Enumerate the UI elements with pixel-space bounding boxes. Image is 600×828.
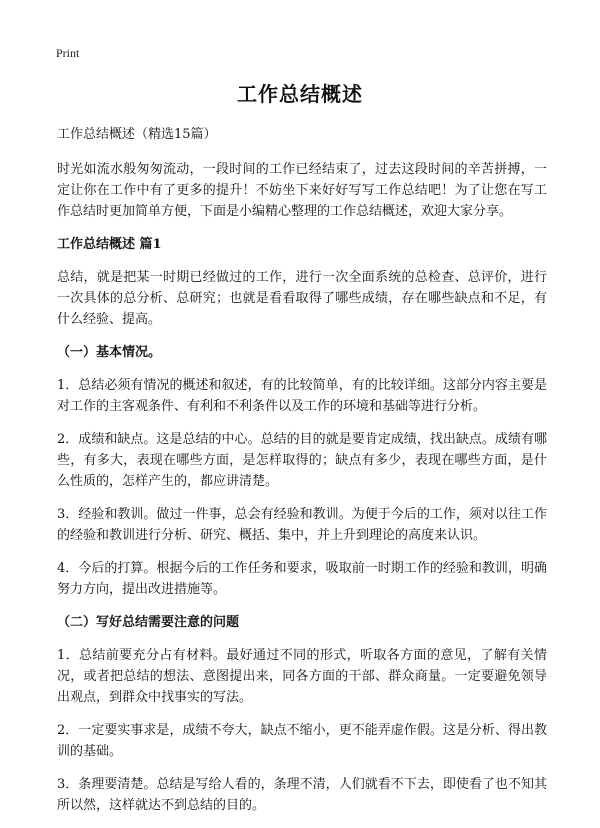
list-item: 4．今后的打算。根据今后的工作任务和要求，吸取前一时期工作的经验和教训，明确努力方向，提出改进措施等。 [57,561,547,597]
section-heading-basic: （一）基本情况。 [57,345,162,360]
page-title: 工作总结概述 [237,82,363,106]
list-item: 2．一定要实事求是，成绩不夸大，缺点不缩小，更不能弄虚作假。这是分析、得出教训的基础。 [57,723,547,759]
list-item: 1．总结必须有情况的概述和叙述，有的比较简单，有的比较详细。这部分内容主要是对工作的主客观条件、有利和不利条件以及工作的环境和基础等进行分析。 [57,378,547,414]
list-item: 2．成绩和缺点。这是总结的中心。总结的目的就是要肯定成绩，找出缺点。成绩有哪些，有多大，表现在哪些方面，是怎样取得的；缺点有多少，表现在哪些方面，是什么性质的，怎样产生的，都应讲清楚。 [57,432,547,489]
article-heading: 工作总结概述 篇1 [57,237,162,252]
document-subtitle: 工作总结概述（精选15篇） [57,127,217,142]
list-item: 3．经验和教训。做过一件事，总会有经验和教训。为便于今后的工作，须对以往工作的经验和教训进行分析、研究、概括、集中，并上升到理论的高度来认识。 [57,507,547,543]
print-label[interactable]: Print [56,46,80,60]
document-body [57,124,547,828]
list-item: 3．条理要清楚。总结是写给人看的，条理不清，人们就看不下去，即使看了也不知其所以然，这样就达不到总结的目的。 [57,777,547,813]
intro-paragraph: 时光如流水般匆匆流动，一段时间的工作已经结束了，过去这段时间的辛苦拼搏，一定让你在工作中有了更多的提升！不妨坐下来好好写写工作总结吧！为了让您在写工作总结时更加简单方便，下面是小编精心整理的工作总结概述，欢迎大家分享。 [57,162,547,219]
article-lead-paragraph: 总结，就是把某一时期已经做过的工作，进行一次全面系统的总检查、总评价，进行一次具体的总分析、总研究；也就是看看取得了哪些成绩，存在哪些缺点和不足，有什么经验、提高。 [57,270,547,327]
list-item: 1．总结前要充分占有材料。最好通过不同的形式，听取各方面的意见，了解有关情况，或者把总结的想法、意图提出来，同各方面的干部、群众商量。一定要避免领导出观点，到群众中找事实的写法。 [57,648,547,705]
section-heading-notes: （二）写好总结需要注意的问题 [57,615,240,630]
